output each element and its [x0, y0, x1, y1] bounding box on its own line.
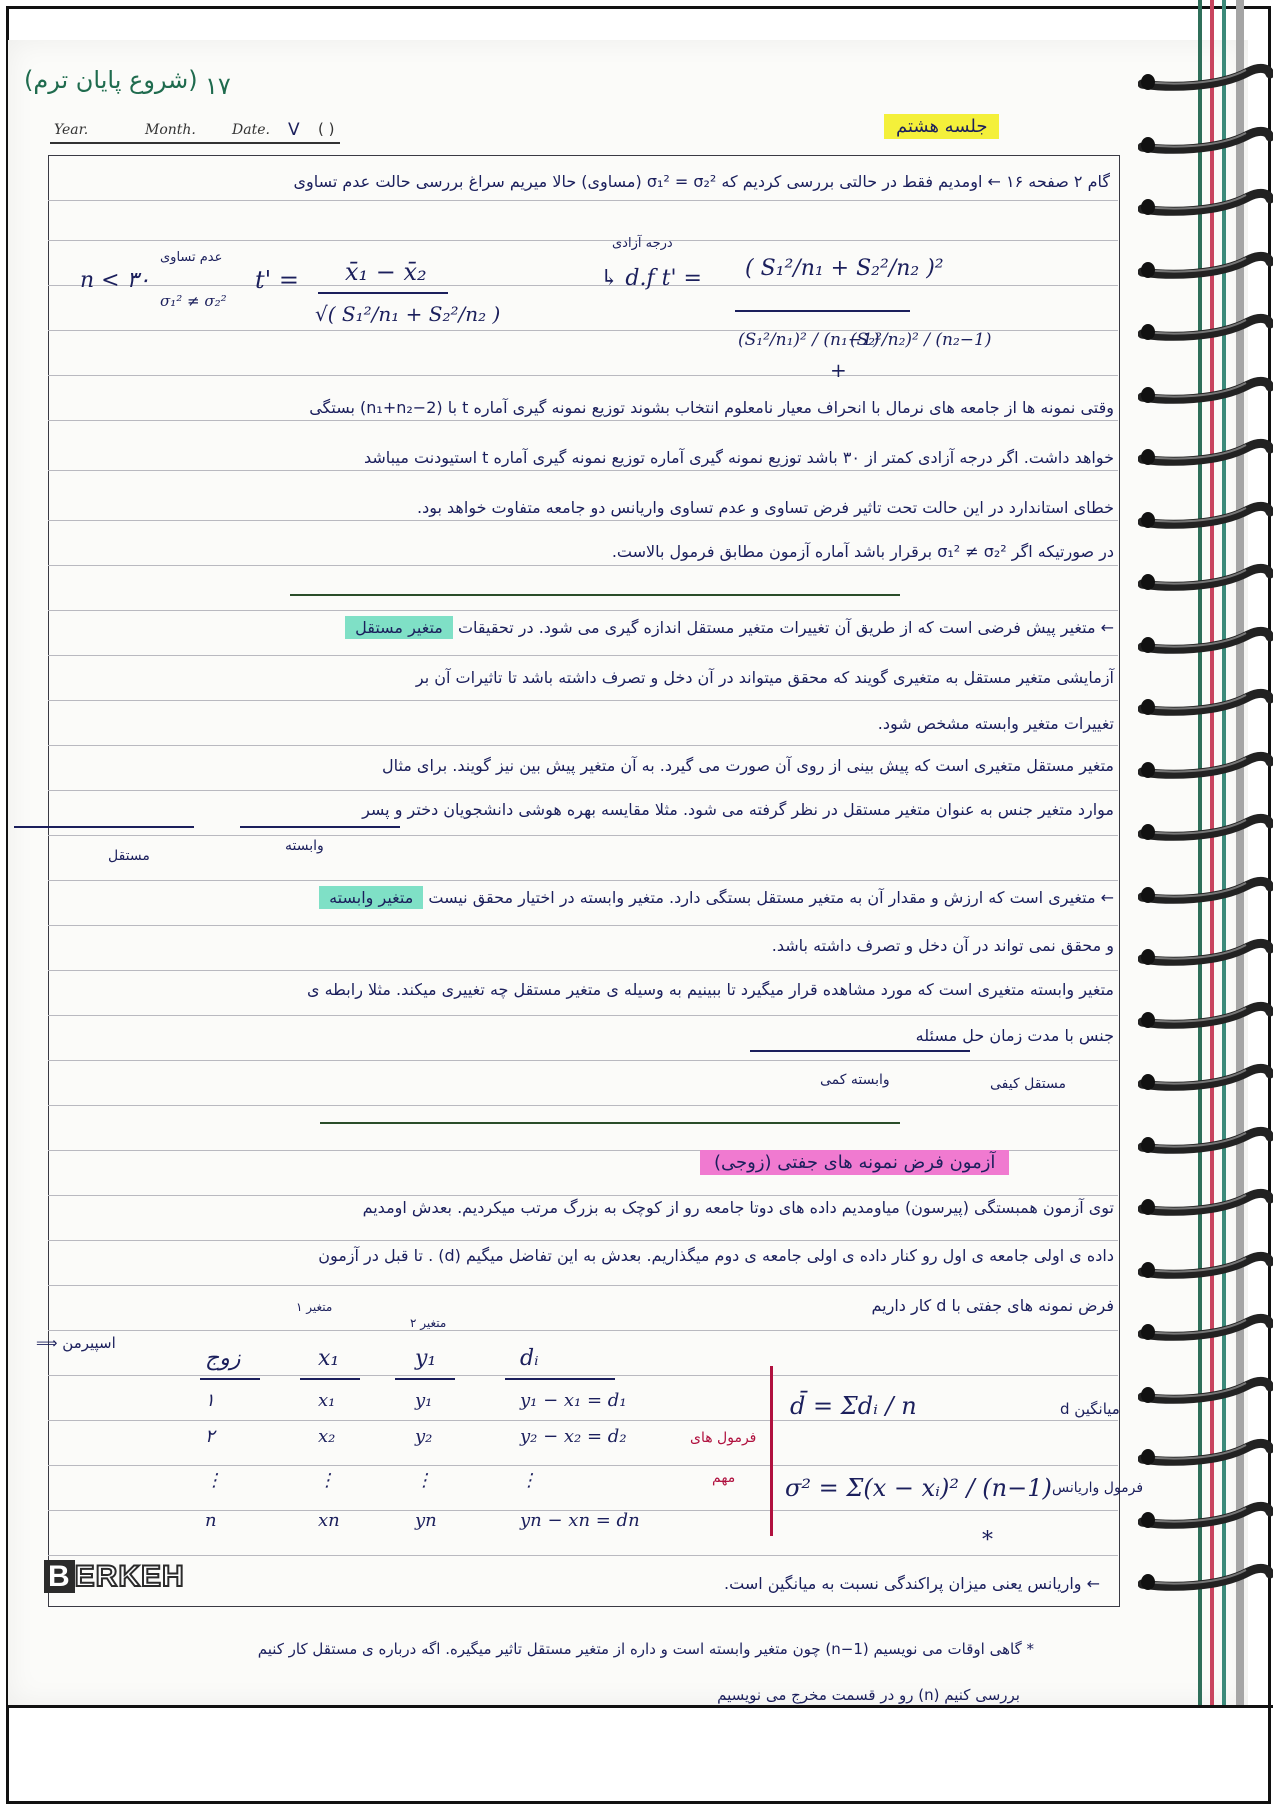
- ruled-line: [48, 1420, 1118, 1421]
- var-formula: σ² = Σ(x − xᵢ)² / (n−1): [785, 1474, 1052, 1502]
- header-underline: [200, 1378, 260, 1380]
- df-label: درجه آزادی: [612, 236, 673, 251]
- spiral-ring: [1138, 1121, 1273, 1157]
- table-cell: y₁ − x₁ = d₁: [520, 1390, 627, 1411]
- ruled-line: [48, 1105, 1118, 1106]
- table-header: x₁: [318, 1346, 340, 1371]
- ruled-line: [48, 1330, 1118, 1331]
- independent-line-2: آزمایشی متغیر مستقل به متغیری گویند که محقق میتواند در آن دخل و تصرف داشته باشد تا تاثیرات آن بر: [415, 668, 1114, 687]
- df-fraction-bar: [735, 310, 910, 312]
- table-cell: x₂: [318, 1426, 336, 1447]
- spiral-ring: [1138, 371, 1273, 407]
- spiral-ring: [1138, 1371, 1273, 1407]
- underline-gender: [14, 826, 194, 828]
- ruled-line: [48, 745, 1118, 746]
- independent-line-5: موارد متغیر جنس به عنوان متغیر مستقل در نظر گرفته می شود. مثلا مقایسه بهره هوشی دانشجویان دختر و پسر: [362, 800, 1114, 819]
- year-label: Year.: [54, 122, 89, 138]
- ruled-line: [48, 1465, 1118, 1466]
- paired-line-1: توی آزمون همبستگی (پیرسون) میاومدیم داده های دوتا جامعه رو از کوچک به بزرگ مرتب میکردیم. بعدش اومدیم: [362, 1198, 1114, 1217]
- spiral-ring: [1138, 1308, 1273, 1344]
- spiral-ring: [1138, 808, 1273, 844]
- table-cell: ⋮: [205, 1470, 223, 1491]
- ruled-line: [48, 1375, 1118, 1376]
- ruled-line: [48, 1015, 1118, 1016]
- underline-time: [750, 1050, 970, 1052]
- table-cell: ⋮: [520, 1470, 538, 1491]
- label-vabaste-kammi: وابسته کمی: [820, 1072, 890, 1088]
- star-mark: *: [982, 1528, 993, 1553]
- formula-bracket: [770, 1366, 773, 1536]
- ruled-line: [48, 970, 1118, 971]
- dependent-line-1: ← متغیری است که ارزش و مقدار آن به متغیر مستقل بستگی دارد. متغیر وابسته در اختیار محقق نیست متغیر وابسته: [14, 888, 1114, 907]
- spiral-ring: [1138, 558, 1273, 594]
- t-lhs: t' =: [255, 266, 299, 294]
- independent-line-1: ← متغیر پیش فرضی است که از طریق آن تغییرات متغیر مستقل اندازه گیری می شود. در تحقیقات متغیر مستقل: [14, 618, 1114, 637]
- independent-title: متغیر مستقل: [345, 616, 453, 639]
- label-vabaste: وابسته: [285, 838, 324, 854]
- intro-line: گام ۲ صفحه ۱۶ ← اومدیم فقط در حالتی بررسی کردیم که σ₁² = σ₂² (مساوی) حالا میریم سراغ بررسی حالت عدم تساوی: [293, 172, 1110, 191]
- df-denominator-1: (S₁²/n₁)² / (n₁−1): [738, 330, 880, 350]
- t-para-1: وقتی نمونه ها از جامعه های نرمال با انحراف معیار نامعلوم انتخاب بشوند توزیع نمونه گیری آماره t با (n₁+n₂−2) بستگی: [309, 398, 1114, 417]
- header-underline: [395, 1378, 455, 1380]
- spiral-ring: [1138, 308, 1273, 344]
- pearson-label: اسپیرمن ⟹: [36, 1334, 116, 1352]
- var-label: فرمول واریانس: [1052, 1480, 1144, 1496]
- table-cell: y₁: [415, 1390, 433, 1411]
- berkeh-logo: B ERKEH: [44, 1560, 185, 1594]
- ruled-line: [48, 655, 1118, 656]
- formulas-label-1: فرمول های: [690, 1430, 757, 1446]
- ruled-line: [48, 470, 1118, 471]
- ruled-line: [48, 565, 1118, 566]
- table-cell: ۲: [205, 1426, 215, 1447]
- dependent-line-4: جنس با مدت زمان حل مسئله: [915, 1026, 1114, 1045]
- paired-title: آزمون فرض نمونه های جفتی (زوجی): [700, 1152, 1009, 1173]
- section-separator-1: [290, 594, 900, 596]
- table-cell: n: [205, 1510, 217, 1531]
- t-para-2: خواهد داشت. اگر درجه آزادی کمتر از ۳۰ باشد توزیع نمونه گیری آماره توزیع نمونه گیری آماره t استیودنت میباشد: [363, 448, 1114, 467]
- dependent-title: متغیر وابسته: [319, 886, 423, 909]
- section-separator-2: [320, 1122, 900, 1124]
- var-note-1: متغیر ۱: [296, 1300, 333, 1314]
- spiral-ring: [1138, 621, 1273, 657]
- ruled-line: [48, 790, 1118, 791]
- month-label: Month.: [145, 122, 196, 138]
- spiral-ring: [1138, 1058, 1273, 1094]
- table-header: زوج: [205, 1346, 241, 1371]
- table-header: y₁: [415, 1346, 437, 1371]
- page-bottom-border: [6, 1705, 1273, 1708]
- paired-line-3: فرض نمونه های جفتی با d کار داریم: [871, 1296, 1114, 1315]
- date-label: Date.: [232, 122, 270, 138]
- table-cell: y₂: [415, 1426, 433, 1447]
- df-denominator-2: (S₂²/n₂)² / (n₂−1): [850, 330, 992, 350]
- ruled-line: [48, 200, 1118, 201]
- ruled-line: [48, 610, 1118, 611]
- label-mostaghel: مستقل: [108, 848, 150, 864]
- spiral-ring: [1138, 496, 1273, 532]
- ruled-line: [48, 520, 1118, 521]
- dependent-line-2: و محقق نمی تواند در آن دخل و تصرف داشته باشد.: [771, 936, 1114, 955]
- table-header: dᵢ: [520, 1346, 539, 1371]
- label-mostaghel-keyfi: مستقل کیفی: [990, 1076, 1066, 1092]
- t-numerator: x̄₁ − x̄₂: [345, 258, 427, 286]
- ruled-line: [48, 925, 1118, 926]
- underline-iq: [240, 826, 400, 828]
- ruled-line: [48, 880, 1118, 881]
- condition: n < ۳۰: [80, 268, 151, 293]
- formulas-label-2: مهم: [712, 1470, 736, 1486]
- table-cell: y₂ − x₂ = d₂: [520, 1426, 627, 1447]
- independent-line-4: متغیر مستقل متغیری است که پیش بینی از روی آن صورت می گیرد. به آن متغیر پیش بین نیز گویند. برای مثال: [381, 756, 1114, 775]
- spiral-ring: [1138, 433, 1273, 469]
- ruled-line: [48, 285, 1118, 286]
- table-cell: ⋮: [318, 1470, 336, 1491]
- paired-line-2: داده ی اولی جامعه ی اول رو کنار داده ی اولی جامعه ی دوم میگذاریم. بعدش به این تفاضل میگیم (d) . تا قبل در آزمون: [318, 1246, 1114, 1265]
- table-cell: ۱: [205, 1390, 215, 1411]
- header-underline: [505, 1378, 615, 1380]
- table-cell: x₁: [318, 1390, 336, 1411]
- table-cell: ⋮: [415, 1470, 433, 1491]
- dependent-line-3: متغیر وابسته متغیری است که مورد مشاهده قرار میگیرد تا ببینیم به وسیله ی متغیر مستقل چه تغییری میکند. مثلا رابطه ی: [306, 980, 1114, 999]
- spiral-ring: [1138, 746, 1273, 782]
- spiral-ring: [1138, 871, 1273, 907]
- df-denominator-plus: +: [830, 358, 847, 382]
- notebook-title: (شروع پایان ترم): [24, 66, 198, 94]
- spiral-ring: [1138, 1496, 1273, 1532]
- ruled-line: [48, 420, 1118, 421]
- spiral-ring: [1138, 121, 1273, 157]
- spiral-ring: [1138, 1558, 1273, 1594]
- df-numerator: ( S₁²/n₁ + S₂²/n₂ )²: [745, 256, 944, 281]
- table-cell: xn: [318, 1510, 340, 1531]
- page-number: ۱۷: [205, 72, 231, 100]
- spiral-ring: [1138, 246, 1273, 282]
- footnote-1: ← واریانس یعنی میزان پراکندگی نسبت به میانگین است.: [724, 1574, 1100, 1593]
- footnote-3: بررسی کنیم (n) رو در قسمت مخرج می نویسیم: [717, 1686, 1020, 1704]
- table-cell: yn − xn = dn: [520, 1510, 640, 1531]
- condition-note: عدم تساوی: [160, 250, 223, 265]
- ruled-line: [48, 1240, 1118, 1241]
- spiral-ring: [1138, 183, 1273, 219]
- t-para-3: خطای استاندارد در این حالت تحت تاثیر فرض تساوی و عدم تساوی واریانس دو جامعه متفاوت خواهد بود.: [417, 498, 1114, 517]
- t-fraction-bar: [318, 292, 448, 294]
- ruled-line: [48, 1555, 1118, 1556]
- footnote-2: * گاهی اوقات می نویسیم (n−1) چون متغیر وابسته است و داره از متغیر مستقل تاثیر میگیره. اگه درباره ی مستقل کار کنیم: [257, 1640, 1034, 1658]
- table-cell: yn: [415, 1510, 437, 1531]
- header-underline: [300, 1378, 360, 1380]
- independent-line-3: تغییرات متغیر وابسته مشخص شود.: [877, 714, 1114, 733]
- df-lhs: ↳ d.f t' =: [600, 266, 702, 291]
- date-value: V: [288, 120, 300, 140]
- mean-formula: d̄ = Σdᵢ / n: [790, 1392, 917, 1420]
- ruled-line: [48, 700, 1118, 701]
- sigma-neq: σ₁² ≠ σ₂²: [160, 292, 227, 310]
- spiral-ring: [1138, 1183, 1273, 1219]
- ruled-line: [48, 835, 1118, 836]
- spiral-ring: [1138, 58, 1273, 94]
- ruled-line: [48, 375, 1118, 376]
- spiral-ring: [1138, 996, 1273, 1032]
- spiral-ring: [1138, 683, 1273, 719]
- ruled-line: [48, 240, 1118, 241]
- t-denominator: √( S₁²/n₁ + S₂²/n₂ ): [315, 302, 501, 326]
- session-label: جلسه هشتم: [884, 116, 999, 137]
- mean-label: میانگین d: [1060, 1400, 1120, 1418]
- ruled-line: [48, 1285, 1118, 1286]
- ruled-line: [48, 1195, 1118, 1196]
- spiral-ring: [1138, 1246, 1273, 1282]
- spiral-ring: [1138, 933, 1273, 969]
- date-paren: ( ): [318, 120, 335, 138]
- var-note-2: متغیر ۲: [410, 1316, 447, 1330]
- t-para-4: در صورتیکه اگر σ₁² ≠ σ₂² برقرار باشد آماره آزمون مطابق فرمول بالاست.: [611, 542, 1114, 561]
- ruled-line: [48, 1060, 1118, 1061]
- header-underline: [50, 142, 340, 144]
- spiral-ring: [1138, 1433, 1273, 1469]
